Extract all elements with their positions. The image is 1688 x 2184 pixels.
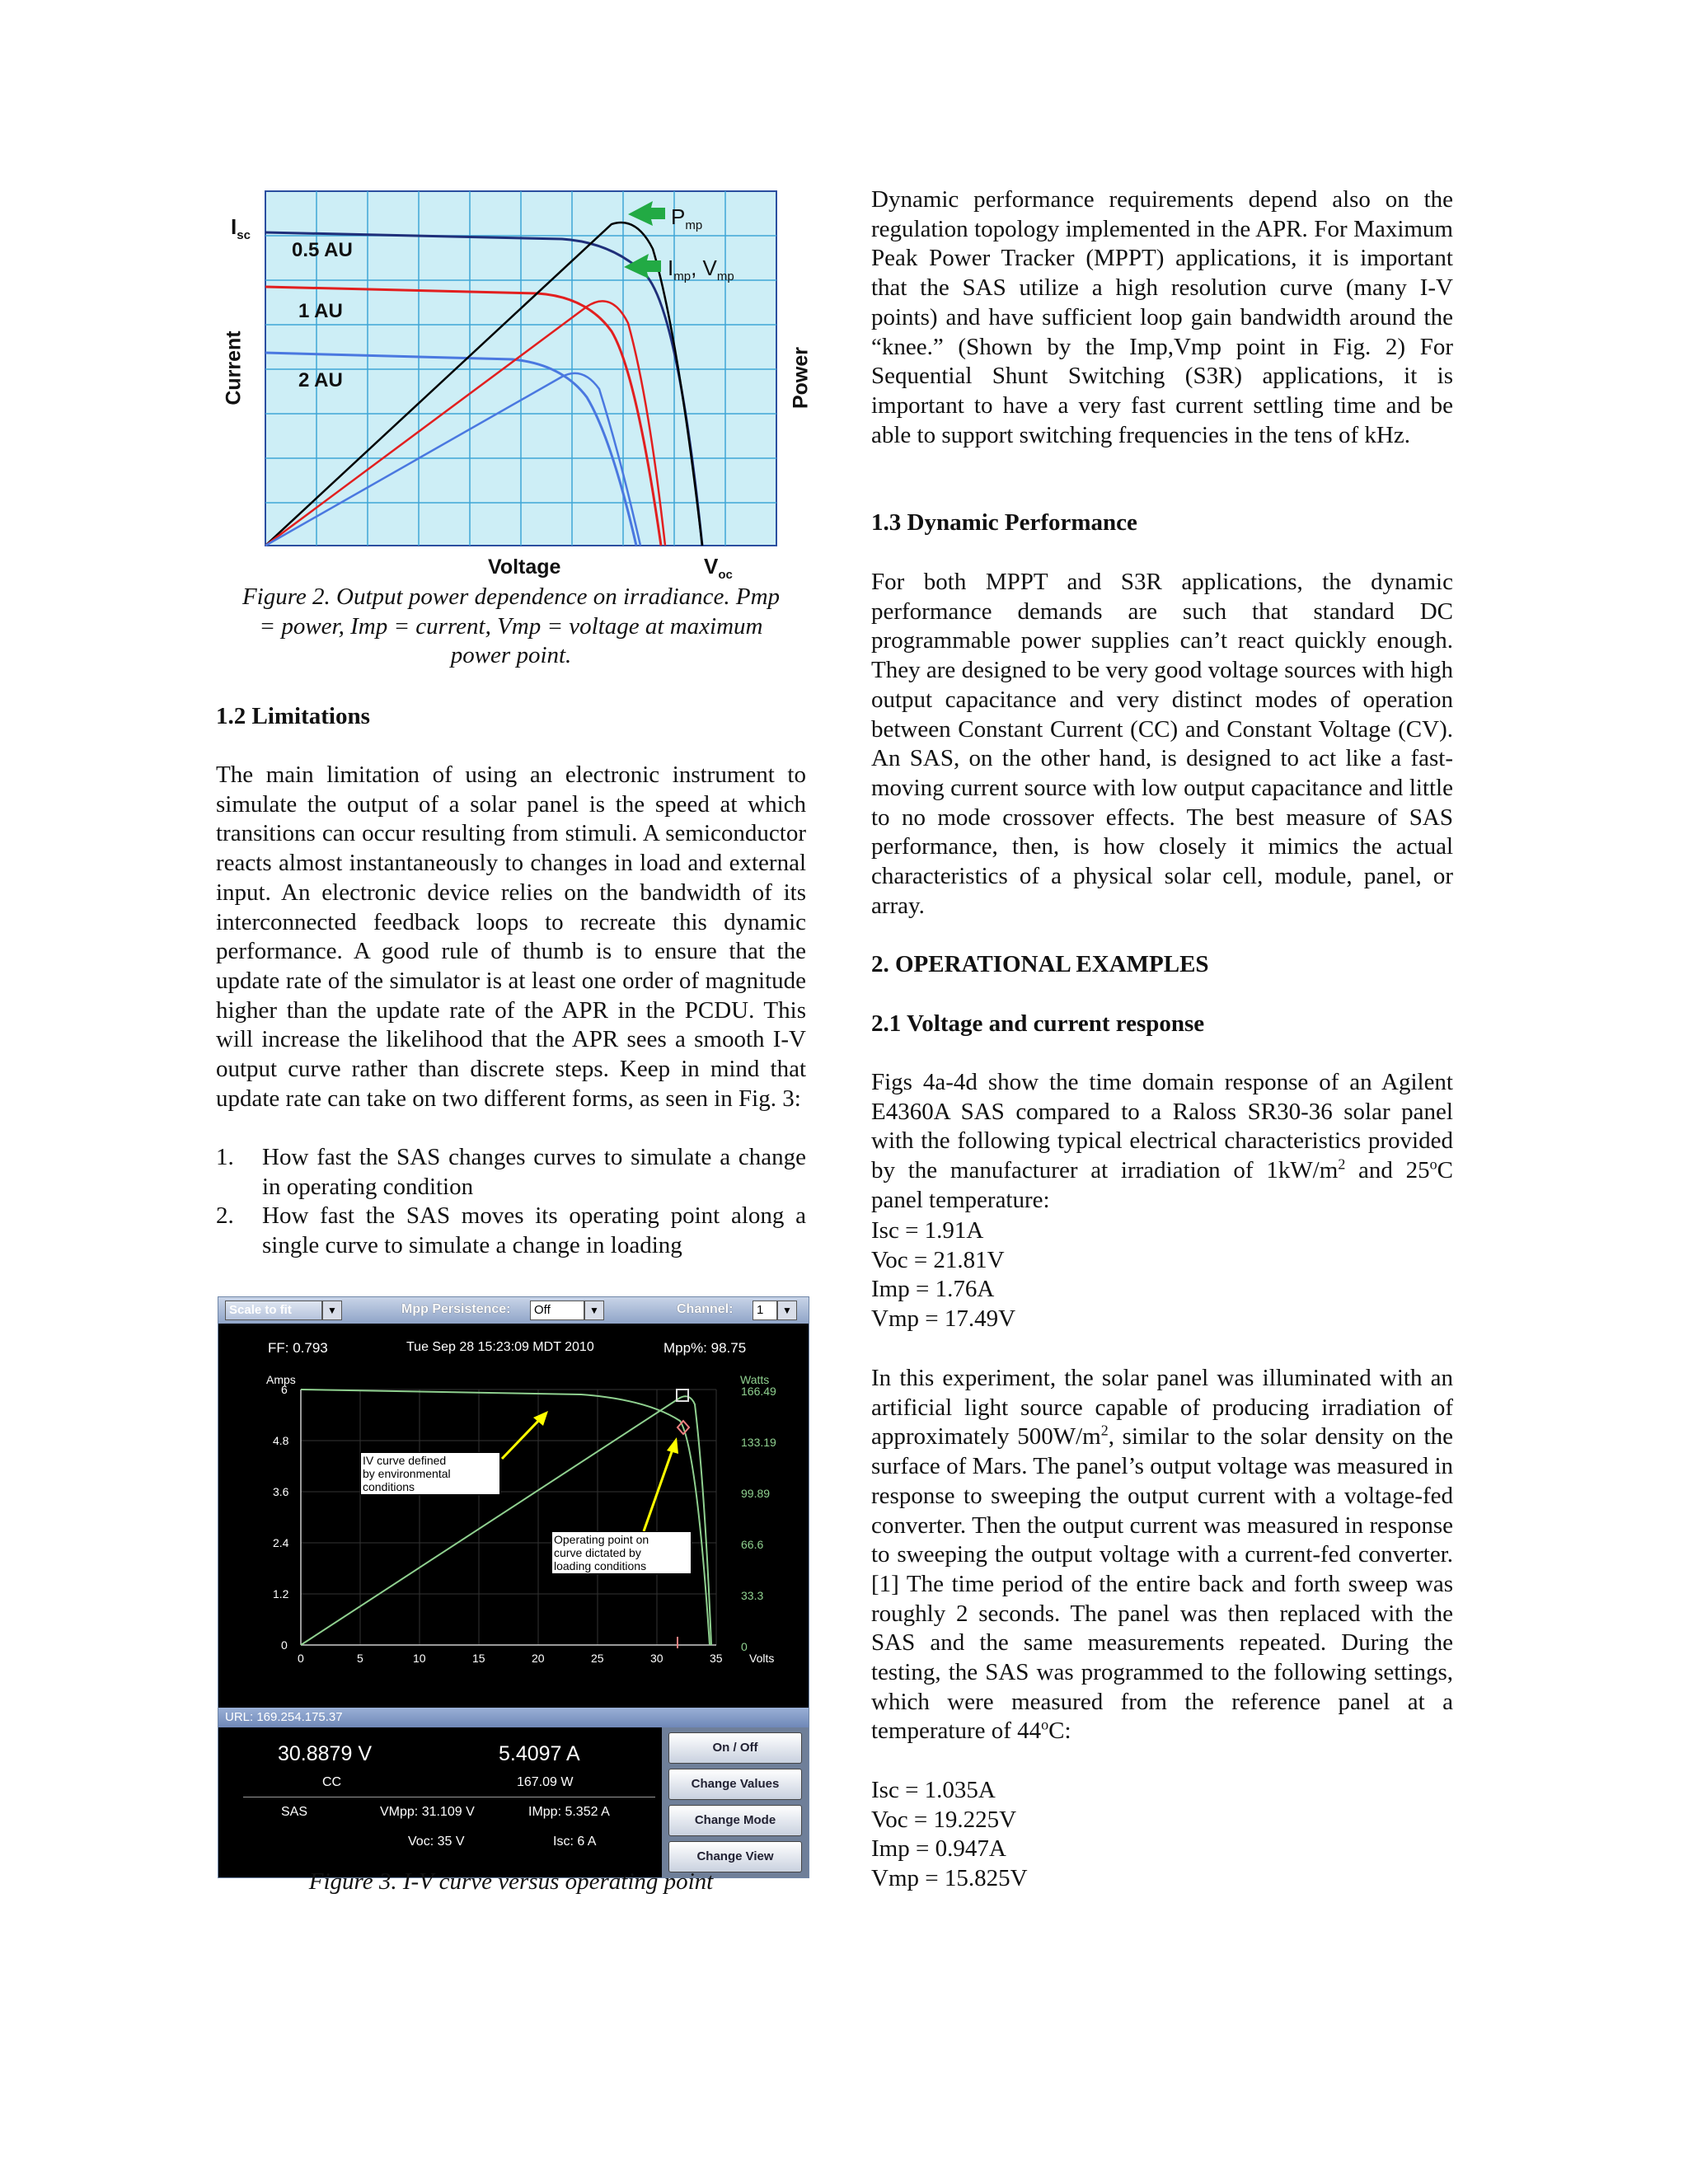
value-line: Imp = 0.947A (871, 1835, 1006, 1863)
agilent-paragraph: Figs 4a-4d show the time domain response of an Agilent E4360A SAS compared to a Raloss SR30-36 solar panel with the following typical electrical characteristics provided by the manufacturer at irradiation of $1kW/m^2$ and 25$^o$C panel temperature: (871, 1069, 1454, 1213)
dynamic-requirements-paragraph: Dynamic performance requirements depend also on the regulation topology implemented in the APR. For Maximum Peak Power Tracker (MPPT) applications, it is important that the SAS utilize a high resolution curve (many I-V points) and have sufficient loop gain bandwidth around the “knee.” (Shown by the Imp,Vmp point in Fig. 2) For Sequential Shunt Switching (S3R) applications, it is important to have a very fast current settling time and be able to support switching frequencies in the tens of kHz. (871, 186, 1453, 448)
change-values-button[interactable]: Change Values (668, 1769, 802, 1800)
x-tick: 10 (413, 1652, 426, 1665)
channel-dropdown-icon[interactable]: ▼ (777, 1301, 797, 1320)
list-item: 2. How fast the SAS moves its operating point along a single curve to simulate a change in loading (216, 1202, 806, 1259)
voc-readout: Voc: 35 V (408, 1835, 465, 1849)
x-tick: 35 (710, 1652, 723, 1665)
au2-label: 2 AU (298, 369, 343, 391)
dynamic-performance-paragraph: For both MPPT and S3R applications, the dynamic performance demands are such that standard DC programmable power supplies can’t react quickly enough. They are designed to be very good voltage sources with high output capacitance and very distinct modes of operation between Constant Current (CC) and Constant Voltage (CV). An SAS, on the other hand, is designed to act like a fast-moving current source with low output capacitance and little to no mode crossover effects. The best measure of SAS performance, then, is how closely it mimics the actual characteristics of a physical solar cell, module, panel, or array. (871, 569, 1453, 919)
vmpp-readout: VMpp: 31.109 V (380, 1805, 475, 1819)
y-tick: 6 (281, 1383, 288, 1396)
power-readout: 167.09 W (517, 1775, 574, 1789)
x-tick: 0 (298, 1652, 304, 1665)
sas-iv-plot (218, 1297, 809, 1685)
au05-label: 0.5 AU (292, 239, 353, 261)
x-tick: 20 (532, 1652, 545, 1665)
limitations-paragraph: The main limitation of using an electronic instrument to simulate the output of a solar panel is the speed at which transitions can occur resulting from stimuli. A semiconductor reacts almost instantaneously to changes in load and external input. An electronic device relies on the bandwidth of its interconnected feedback loops to recreate this dynamic performance. A good rule of thumb is to ensure that the update rate of the simulator is at least one order of magnitude higher than the update rate of the APR in the PCDU. This will increase the likelihood that the APR sees a smooth I-V output curve rather than discrete steps. Keep in mind that update rate can take on two different forms, as seen in Fig. 3: (216, 762, 806, 1112)
y-tick: 4.8 (273, 1434, 289, 1447)
value-line: Voc = 21.81V (871, 1246, 1005, 1273)
on-off-button[interactable]: On / Off (668, 1732, 802, 1764)
value-line: Isc = 1.91A (871, 1217, 984, 1244)
imp-vmp-label: $I_{mp}$, $V_{mp}$ (668, 255, 734, 284)
sas-values (871, 1776, 1028, 1894)
watts-axis-label: Watts (740, 1373, 770, 1386)
current-axis-label: Current (222, 330, 246, 405)
y-tick: 1.2 (273, 1587, 289, 1601)
x-tick: 15 (472, 1652, 485, 1665)
annotation-iv-curve: IV curve defined by environmental conditions (360, 1452, 500, 1495)
scale-dropdown-icon[interactable]: ▼ (322, 1301, 342, 1320)
panel-values (871, 1216, 1015, 1334)
scale-select[interactable]: Scale to fit (225, 1301, 322, 1320)
value-line: Vmp = 15.825V (871, 1865, 1028, 1892)
section-heading-2: 2. OPERATIONAL EXAMPLES (871, 951, 1209, 977)
x-tick: 25 (591, 1652, 604, 1665)
experiment-paragraph: In this experiment, the solar panel was illuminated with an artificial light source capable of producing irradiation of approximately $500W/m^2$, similar to the solar density on the surface of Mars. The panel’s output voltage was measured in response to sweeping the output current with a voltage-fed converter. Then the output current was measured in response to sweeping the output voltage with a current-fed converter. [1] The time period of the entire back and forth sweep was roughly 2 seconds. The panel was then replaced with the SAS and the same measurements repeated. During the testing, the SAS was programmed to the following settings, which were measured from the reference panel at a temperature of 44$^o$C: (871, 1365, 1453, 1745)
annotation-operating-point: Operating point on curve dictated by loading conditions (551, 1531, 692, 1574)
watts-tick: 0 (741, 1640, 748, 1653)
isc-label: $I_{sc}$ (231, 214, 251, 243)
impp-readout: IMpp: 5.352 A (528, 1805, 610, 1819)
update-rate-list (216, 1143, 806, 1261)
list-item: 1. How fast the SAS changes curves to simulate a change in operating condition (216, 1144, 806, 1200)
voltage-axis-label: Voltage (488, 555, 561, 579)
power-axis-label: Power (789, 346, 813, 410)
isc-readout: Isc: 6 A (553, 1835, 597, 1849)
x-tick: 5 (357, 1652, 363, 1665)
current-readout: 5.4097 A (499, 1742, 580, 1765)
channel-label: Channel: (677, 1302, 734, 1316)
voc-label: $V_{oc}$ (704, 554, 733, 583)
sas-power-curve (301, 1396, 711, 1645)
y-tick: 0 (281, 1638, 288, 1652)
x-tick: 30 (650, 1652, 663, 1665)
section-heading-1-2: 1.2 Limitations (216, 703, 370, 729)
value-line: Vmp = 17.49V (871, 1305, 1016, 1333)
volts-axis-label: Volts (749, 1652, 775, 1665)
pmp-label: $P_{mp}$ (671, 204, 703, 233)
change-view-button[interactable]: Change View (668, 1841, 802, 1872)
change-mode-button[interactable]: Change Mode (668, 1805, 802, 1836)
figure-3-caption: Figure 3. I-V curve versus operating point (308, 1868, 714, 1895)
yellow-arrow-2 (644, 1447, 673, 1531)
sas-plot-grid (301, 1390, 716, 1645)
value-line: Isc = 1.035A (871, 1777, 996, 1803)
watts-tick: 66.6 (741, 1538, 764, 1551)
value-line: Imp = 1.76A (871, 1276, 995, 1303)
ff-value: FF: 0.793 (268, 1340, 328, 1356)
sas-label: SAS (281, 1805, 308, 1819)
y-tick: 2.4 (273, 1536, 289, 1549)
mpp-persistence-select[interactable]: Off (530, 1301, 584, 1320)
au1-label: 1 AU (298, 300, 343, 322)
amps-axis-label: Amps (266, 1373, 296, 1386)
url-bar: URL: 169.254.175.37 (218, 1708, 809, 1727)
voltage-readout: 30.8879 V (278, 1742, 372, 1765)
mpp-percent: Mpp%: 98.75 (663, 1340, 747, 1356)
yellow-arrow-1 (502, 1418, 542, 1459)
y-tick: 3.6 (273, 1485, 289, 1498)
mpp-dropdown-icon[interactable]: ▼ (584, 1301, 604, 1320)
section-heading-1-3: 1.3 Dynamic Performance (871, 509, 1137, 536)
channel-select[interactable]: 1 (753, 1301, 777, 1320)
value-line: Voc = 19.225V (871, 1806, 1017, 1833)
watts-tick: 166.49 (741, 1385, 776, 1398)
figure-3-screenshot (218, 1296, 809, 1878)
watts-tick: 99.89 (741, 1487, 771, 1500)
figure-2-caption: Figure 2. Output power dependence on irradiance. Pmp = power, Imp = current, Vmp = voltage at maximum power point. (241, 583, 781, 669)
mpp-persistence-label: Mpp Persistence: (401, 1302, 511, 1316)
watts-tick: 33.3 (741, 1589, 764, 1602)
watts-tick: 133.19 (741, 1436, 776, 1449)
section-heading-2-1: 2.1 Voltage and current response (871, 1010, 1205, 1037)
timestamp: Tue Sep 28 15:23:09 MDT 2010 (406, 1340, 594, 1354)
figure-2 (216, 183, 813, 587)
mode-readout: CC (322, 1775, 342, 1789)
control-buttons (662, 1727, 809, 1877)
yellow-arrowhead-2 (667, 1437, 678, 1454)
